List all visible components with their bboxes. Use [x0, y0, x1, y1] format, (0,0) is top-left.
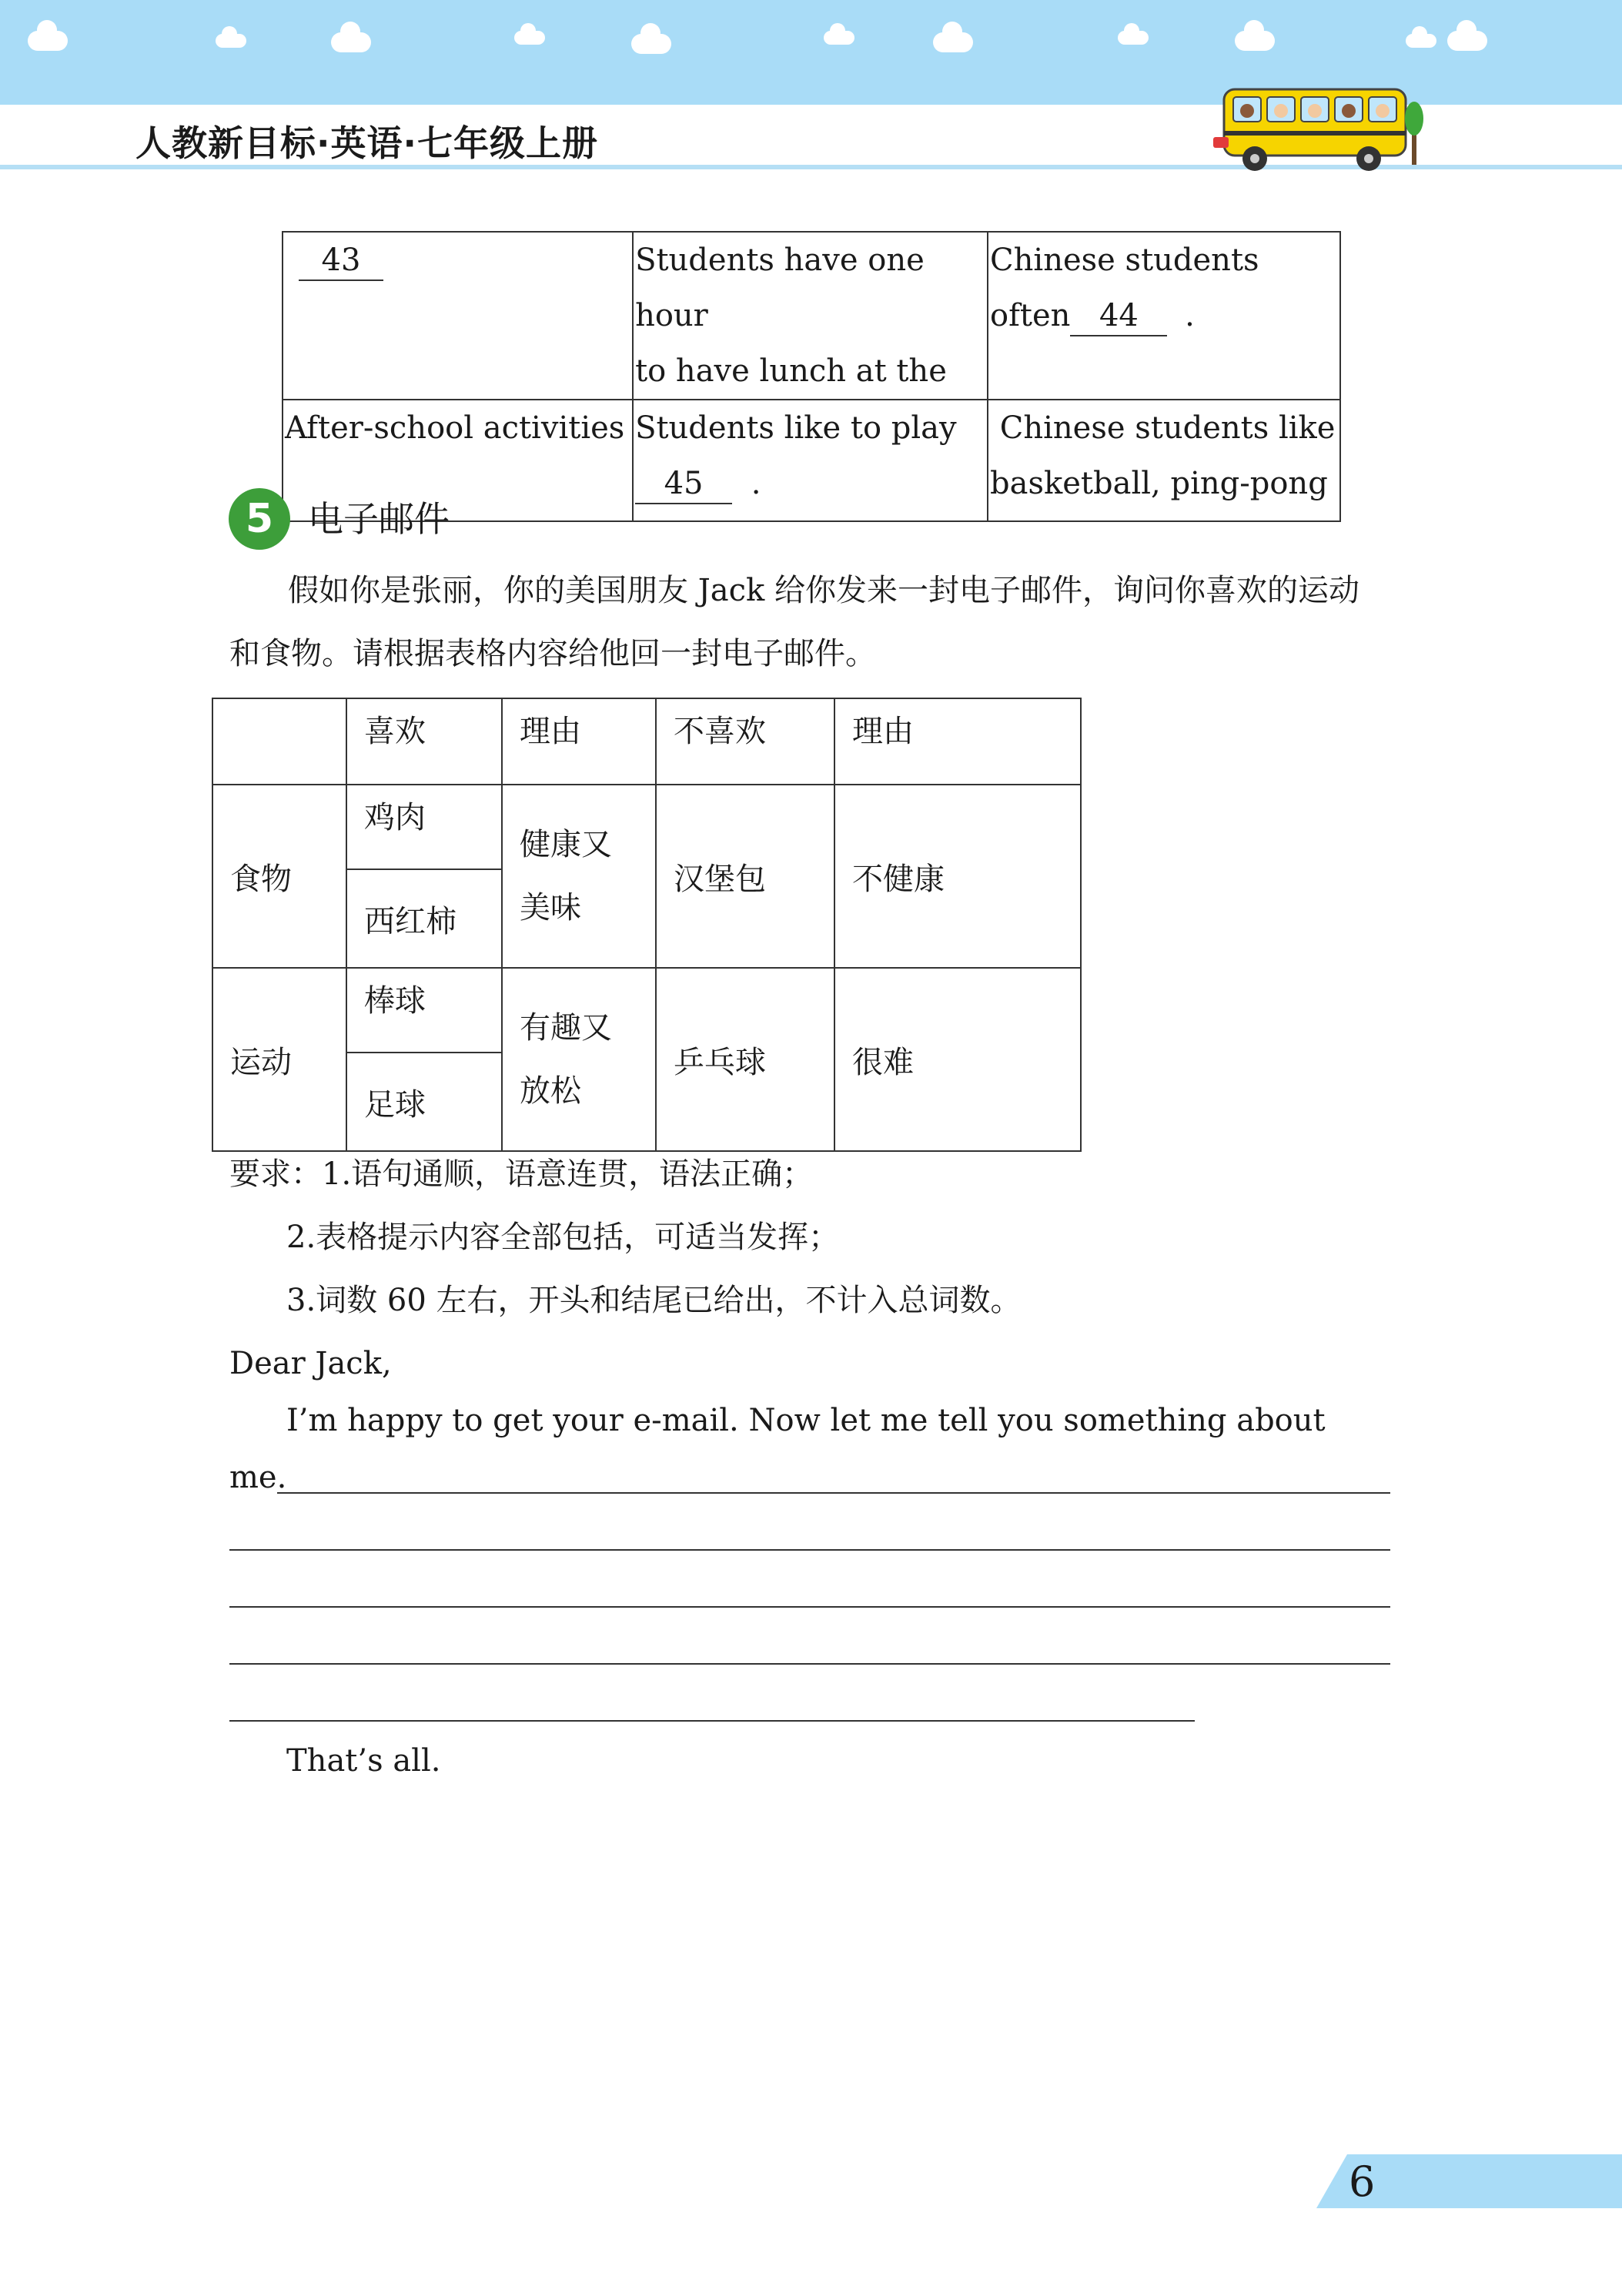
cell-text: . [1185, 298, 1195, 333]
cloud-icon [331, 32, 371, 52]
requirement-3: 3.词数 60 左右，开头和结尾已给出，不计入总词数。 [286, 1283, 1022, 1318]
cloud-icon [514, 31, 545, 45]
table-row [212, 785, 1081, 869]
cloud-icon [824, 31, 854, 45]
answer-blank-44[interactable]: 44 [1070, 296, 1167, 336]
cell-text: basketball, ping-pong [990, 466, 1328, 501]
letter-closing: That’s all. [286, 1743, 441, 1779]
writing-line[interactable] [229, 1663, 1390, 1665]
table-cell [633, 400, 988, 521]
prompt-line-1: 假如你是张丽，你的美国朋友 Jack 给你发来一封电子邮件，询问你喜欢的运动 [288, 573, 1359, 608]
category-cell: 运动 [212, 968, 346, 1151]
info-table [212, 698, 1082, 1152]
cloud-icon [1447, 31, 1487, 51]
table-header-cell: 理由 [834, 698, 1081, 785]
cell-text: Students like to play [635, 410, 957, 446]
letter-greeting: Dear Jack, [229, 1346, 392, 1381]
table-cell [212, 698, 346, 785]
table-cell [988, 232, 1340, 400]
letter-opening: I’m happy to get your e-mail. Now let me tell you something about [286, 1403, 1326, 1438]
cell-text [990, 288, 1338, 343]
answer-blank-45[interactable]: 45 [635, 464, 732, 504]
requirement-2: 2.表格提示内容全部包括，可适当发挥； [286, 1220, 840, 1255]
cloud-icon [216, 34, 246, 48]
table-cell: 乒乓球 [656, 968, 834, 1151]
table-cell [988, 400, 1340, 521]
table-row [283, 232, 1340, 400]
table-header-cell: 喜欢 [346, 698, 502, 785]
table-cell [502, 785, 656, 968]
cell-text: Chinese students like [990, 410, 1336, 446]
comparison-table [282, 231, 1341, 522]
table-cell: 汉堡包 [656, 785, 834, 968]
table-row [212, 968, 1081, 1053]
table-cell: 不健康 [834, 785, 1081, 968]
cell-text: . [751, 466, 761, 501]
table-header-cell: 不喜欢 [656, 698, 834, 785]
cloud-icon [1406, 34, 1436, 48]
cloud-icon [1118, 31, 1149, 45]
cell-text [635, 456, 985, 511]
writing-line[interactable] [229, 1606, 1390, 1608]
writing-line[interactable] [229, 1720, 1195, 1722]
category-cell: 食物 [212, 785, 346, 968]
letter-continuation: me. [229, 1460, 287, 1495]
cell-text: 美味 [520, 890, 581, 925]
cell-text: to have lunch at the [635, 353, 947, 389]
table-cell [283, 232, 633, 400]
cloud-icon [933, 32, 973, 52]
cell-text: After-school activities [285, 410, 625, 446]
cell-text: Students have one hour [635, 243, 925, 333]
table-cell: 足球 [346, 1053, 502, 1151]
table-header-cell: 理由 [502, 698, 656, 785]
cloud-icon [631, 34, 671, 54]
table-cell [502, 968, 656, 1151]
page-number: 6 [1349, 2157, 1376, 2206]
table-header-row [212, 698, 1081, 785]
table-cell: 鸡肉 [346, 785, 502, 869]
writing-line[interactable] [277, 1492, 1390, 1494]
table-cell [633, 232, 988, 400]
section-number-badge: 5 [229, 488, 290, 550]
section-title: 电子邮件 [308, 498, 450, 540]
writing-line[interactable] [229, 1549, 1390, 1551]
requirement-1: 要求：1.语句通顺，语意连贯，语法正确； [229, 1156, 814, 1192]
cloud-icon [28, 31, 68, 51]
table-cell: 西红柿 [346, 869, 502, 968]
prompt-line-2: 和食物。请根据表格内容给他回一封电子邮件。 [229, 636, 876, 671]
cell-text: 有趣又 [520, 1010, 612, 1046]
book-title: 人教新目标·英语·七年级上册 [135, 122, 598, 164]
cell-text: often [990, 298, 1071, 333]
answer-blank-43[interactable]: 43 [299, 241, 383, 281]
table-cell: 棒球 [346, 968, 502, 1053]
cloud-icon [1235, 31, 1275, 51]
cell-text: Chinese students [990, 243, 1259, 278]
cell-text: 健康又 [520, 827, 612, 862]
school-bus-icon [1210, 80, 1426, 176]
table-cell: 很难 [834, 968, 1081, 1151]
cell-text: 放松 [520, 1073, 581, 1109]
